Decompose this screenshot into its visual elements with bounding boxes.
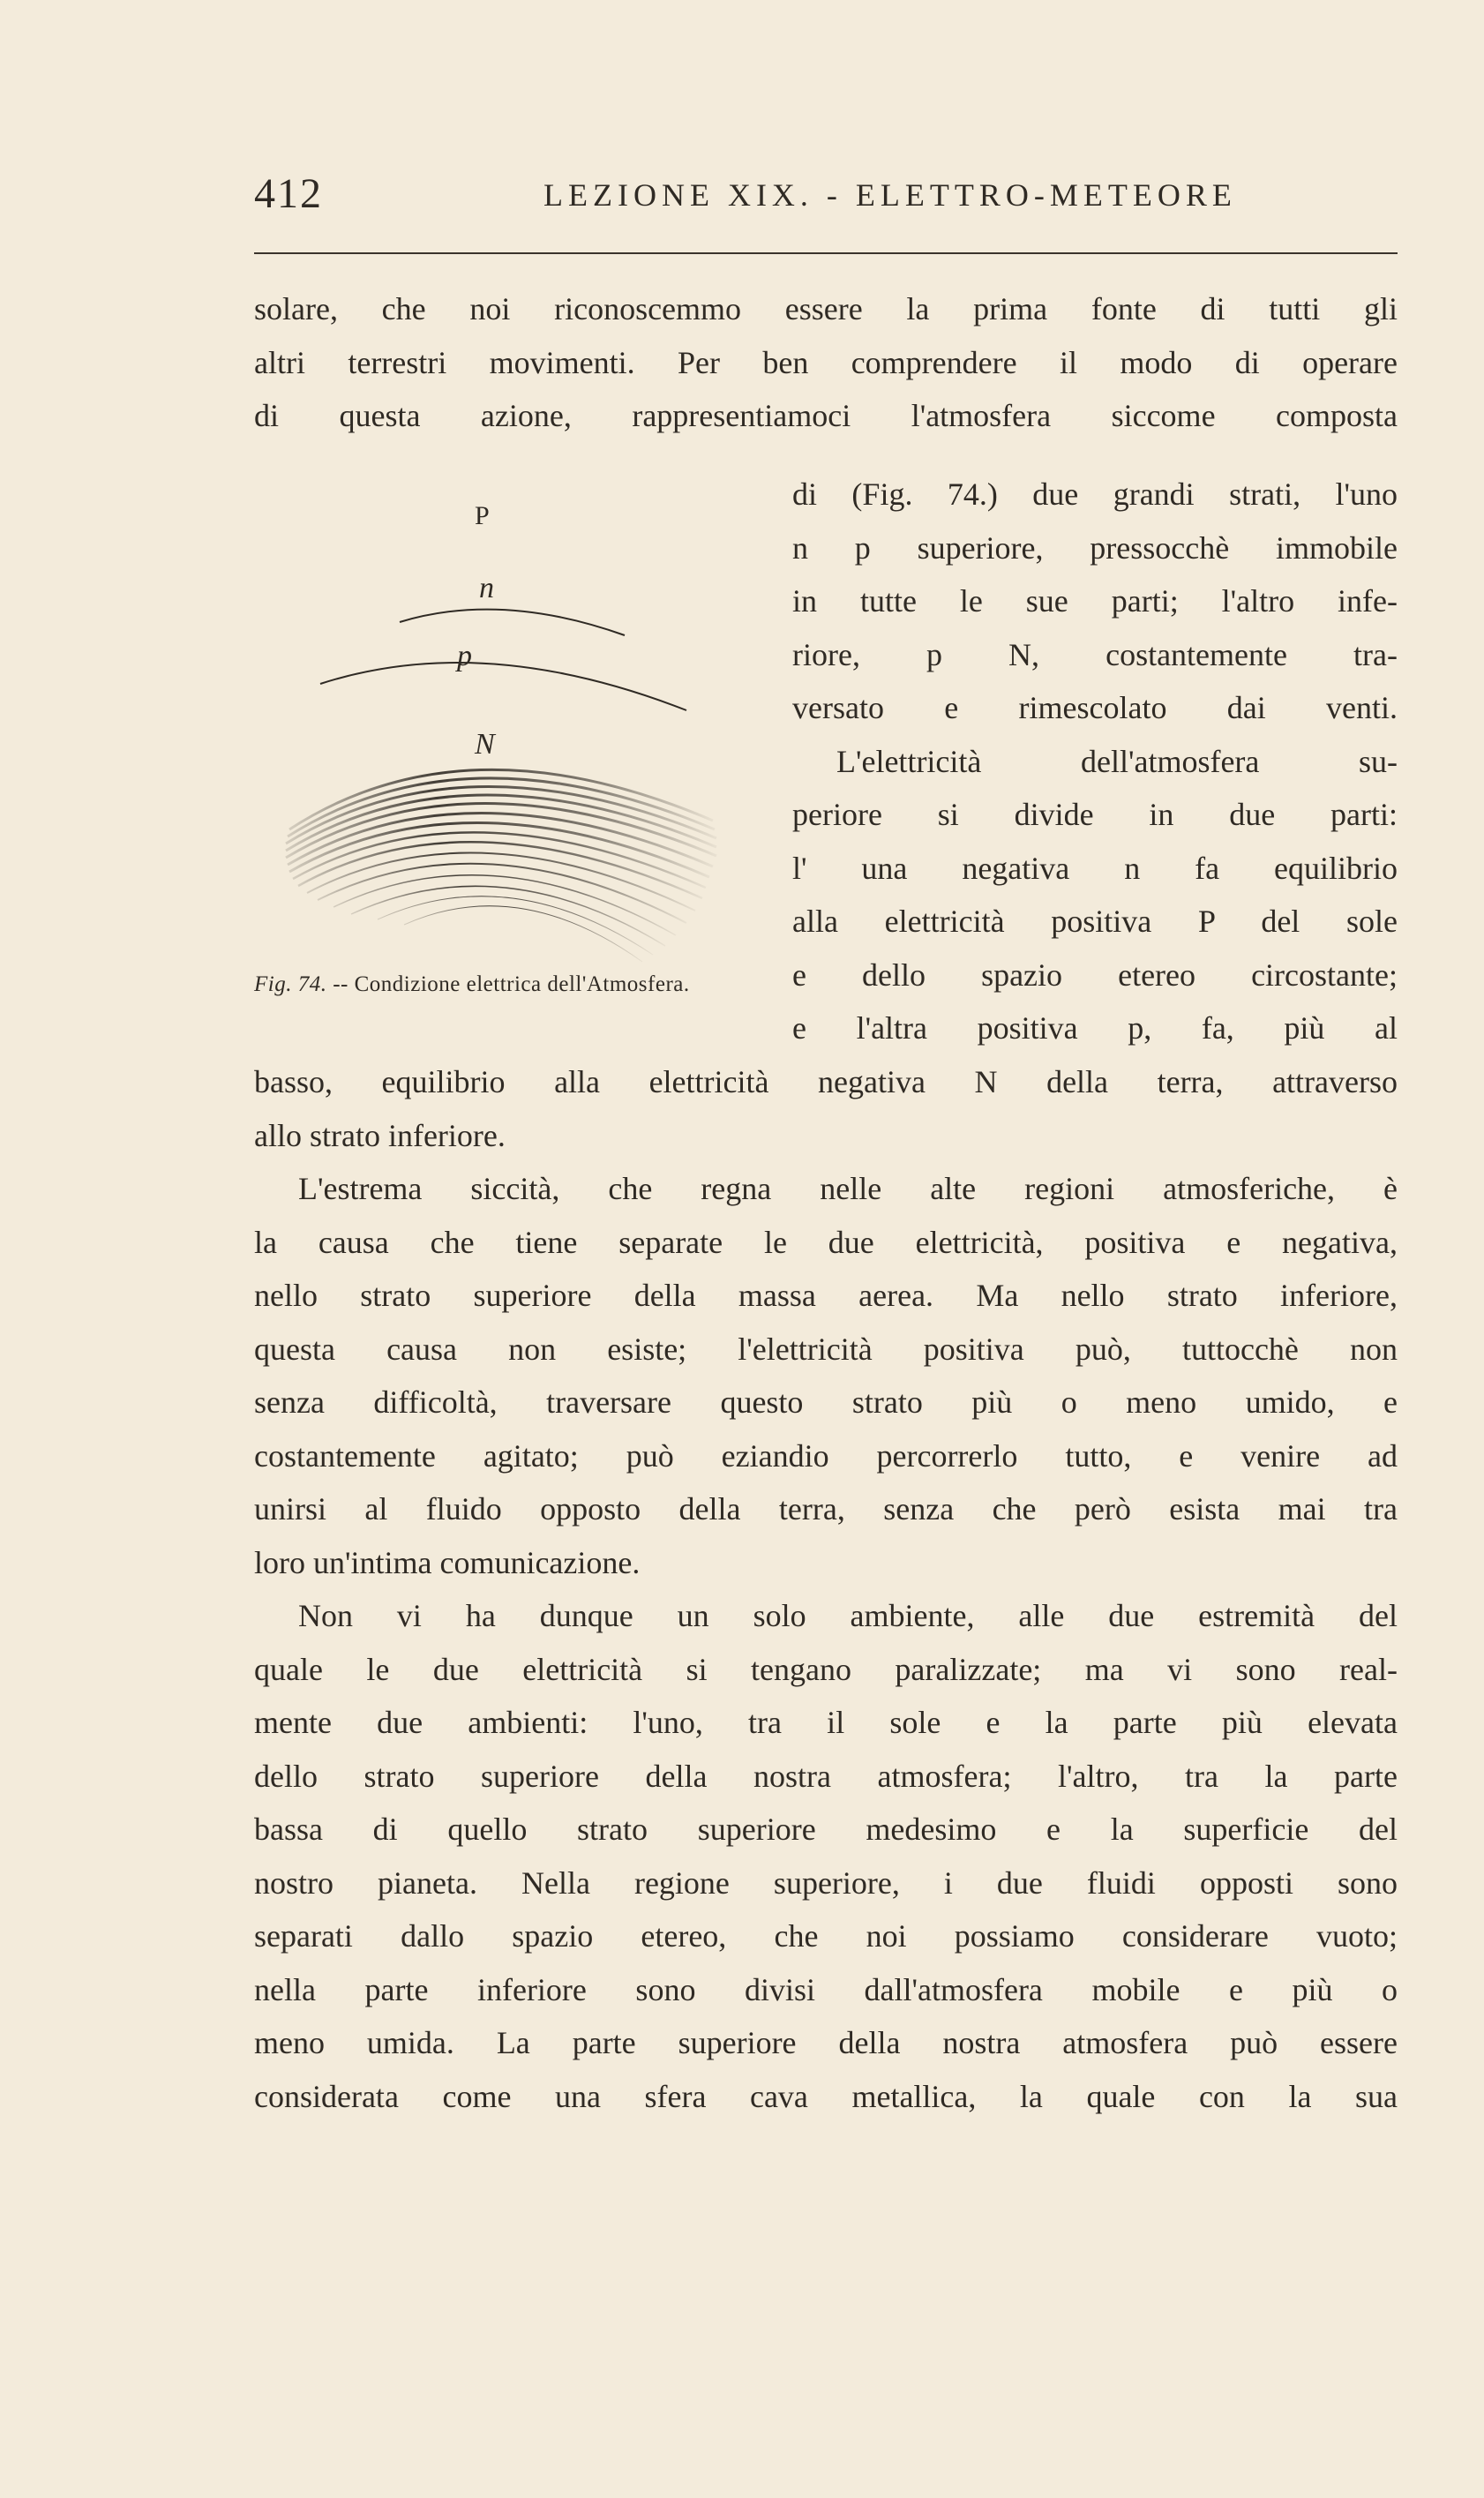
text-line: alla elettricità positiva P del sole (792, 904, 1398, 939)
wrapped-text-column (792, 468, 1398, 1055)
text-line: L'estrema siccità, che regna nelle alte regioni atmosferiche, è (298, 1171, 1398, 1206)
caption-text: -- Condizione elettrica dell'Atmosfera. (326, 972, 690, 996)
caption-label: Fig. 74. (254, 972, 327, 996)
text-line: basso, equilibrio alla elettricità negativa N della terra, attraverso (254, 1064, 1398, 1099)
text-line: nello strato superiore della massa aerea. Ma nello strato inferiore, (254, 1278, 1398, 1313)
page-header (254, 169, 1401, 222)
running-head: LEZIONE XIX. - ELETTRO-METEORE (543, 177, 1237, 213)
text-line: riore, p N, costantemente tra- (792, 636, 1398, 672)
text-line: allo strato inferiore. (254, 1117, 506, 1153)
text-line: versato e rimescolato dai venti. (792, 690, 1398, 725)
text-line: unirsi al fluido opposto della terra, senza che però esista mai tra (254, 1491, 1398, 1527)
figure-74 (254, 485, 783, 1015)
text-line: Non vi ha dunque un solo ambiente, alle due estremità del (298, 1598, 1398, 1633)
header-rule (254, 252, 1398, 254)
intro-block (254, 282, 1398, 443)
text-line: bassa di quello strato superiore medesimo e la superficie del (254, 1812, 1398, 1847)
text-line: nostro pianeta. Nella regione superiore, i due fluidi opposti sono (254, 1864, 1398, 1901)
label-N: N (475, 728, 495, 761)
text-line: questa causa non esiste; l'elettricità positiva può, tuttocchè non (254, 1331, 1398, 1367)
page-number: 412 (254, 170, 323, 217)
text-line: periore si divide in due parti: (792, 797, 1398, 832)
text-line: la causa che tiene separate le due elettricità, positiva e negativa, (254, 1224, 1398, 1260)
text-line: nella parte inferiore sono divisi dall'atmosfera mobile e più o (254, 1971, 1398, 2007)
arc-p (320, 663, 686, 710)
text-line: mente due ambienti: l'uno, tra il sole e la parte più elevata (254, 1705, 1398, 1740)
text-line: costantemente agitato; può eziandio percorrerlo tutto, e venire ad (254, 1437, 1398, 1474)
label-p: p (457, 640, 472, 672)
text-line: L'elettricità dell'atmosfera su- (836, 743, 1398, 779)
text-line: di questa azione, rappresentiamoci l'atmosfera siccome composta (254, 398, 1398, 433)
text-line: dello strato superiore della nostra atmosfera; l'altro, tra la parte (254, 1758, 1398, 1794)
atmosphere-diagram (254, 485, 783, 979)
text-line: di (Fig. 74.) due grandi strati, l'uno (792, 476, 1398, 512)
lower-layer-hatching (286, 769, 716, 962)
text-line: solare, che noi riconoscemmo essere la prima fonte di tutti gli (254, 291, 1398, 326)
text-line: l' una negativa n fa equilibrio (792, 850, 1398, 886)
text-line: e l'altra positiva p, fa, più al (792, 1010, 1398, 1046)
main-text-block (254, 1055, 1398, 2123)
label-n: n (479, 572, 494, 604)
text-line: quale le due elettricità si tengano paralizzate; ma vi sono real- (254, 1651, 1398, 1687)
text-line: senza difficoltà, traversare questo strato più o meno umido, e (254, 1384, 1398, 1420)
text-line: considerata come una sfera cava metallica, la quale con la sua (254, 2078, 1398, 2114)
text-line: e dello spazio etereo circostante; (792, 956, 1398, 993)
text-line: n p superiore, pressocchè immobile (792, 529, 1398, 566)
text-line: altri terrestri movimenti. Per ben comprendere il modo di operare (254, 344, 1398, 380)
text-line: separati dallo spazio etereo, che noi possiamo considerare vuoto; (254, 1918, 1398, 1954)
text-line: loro un'intima comunicazione. (254, 1544, 641, 1580)
arc-n (400, 610, 625, 635)
label-P: P (475, 501, 490, 530)
text-line: meno umida. La parte superiore della nostra atmosfera può essere (254, 2025, 1398, 2060)
text-line: in tutte le sue parti; l'altro infe- (792, 583, 1398, 619)
figure-caption (254, 972, 690, 997)
